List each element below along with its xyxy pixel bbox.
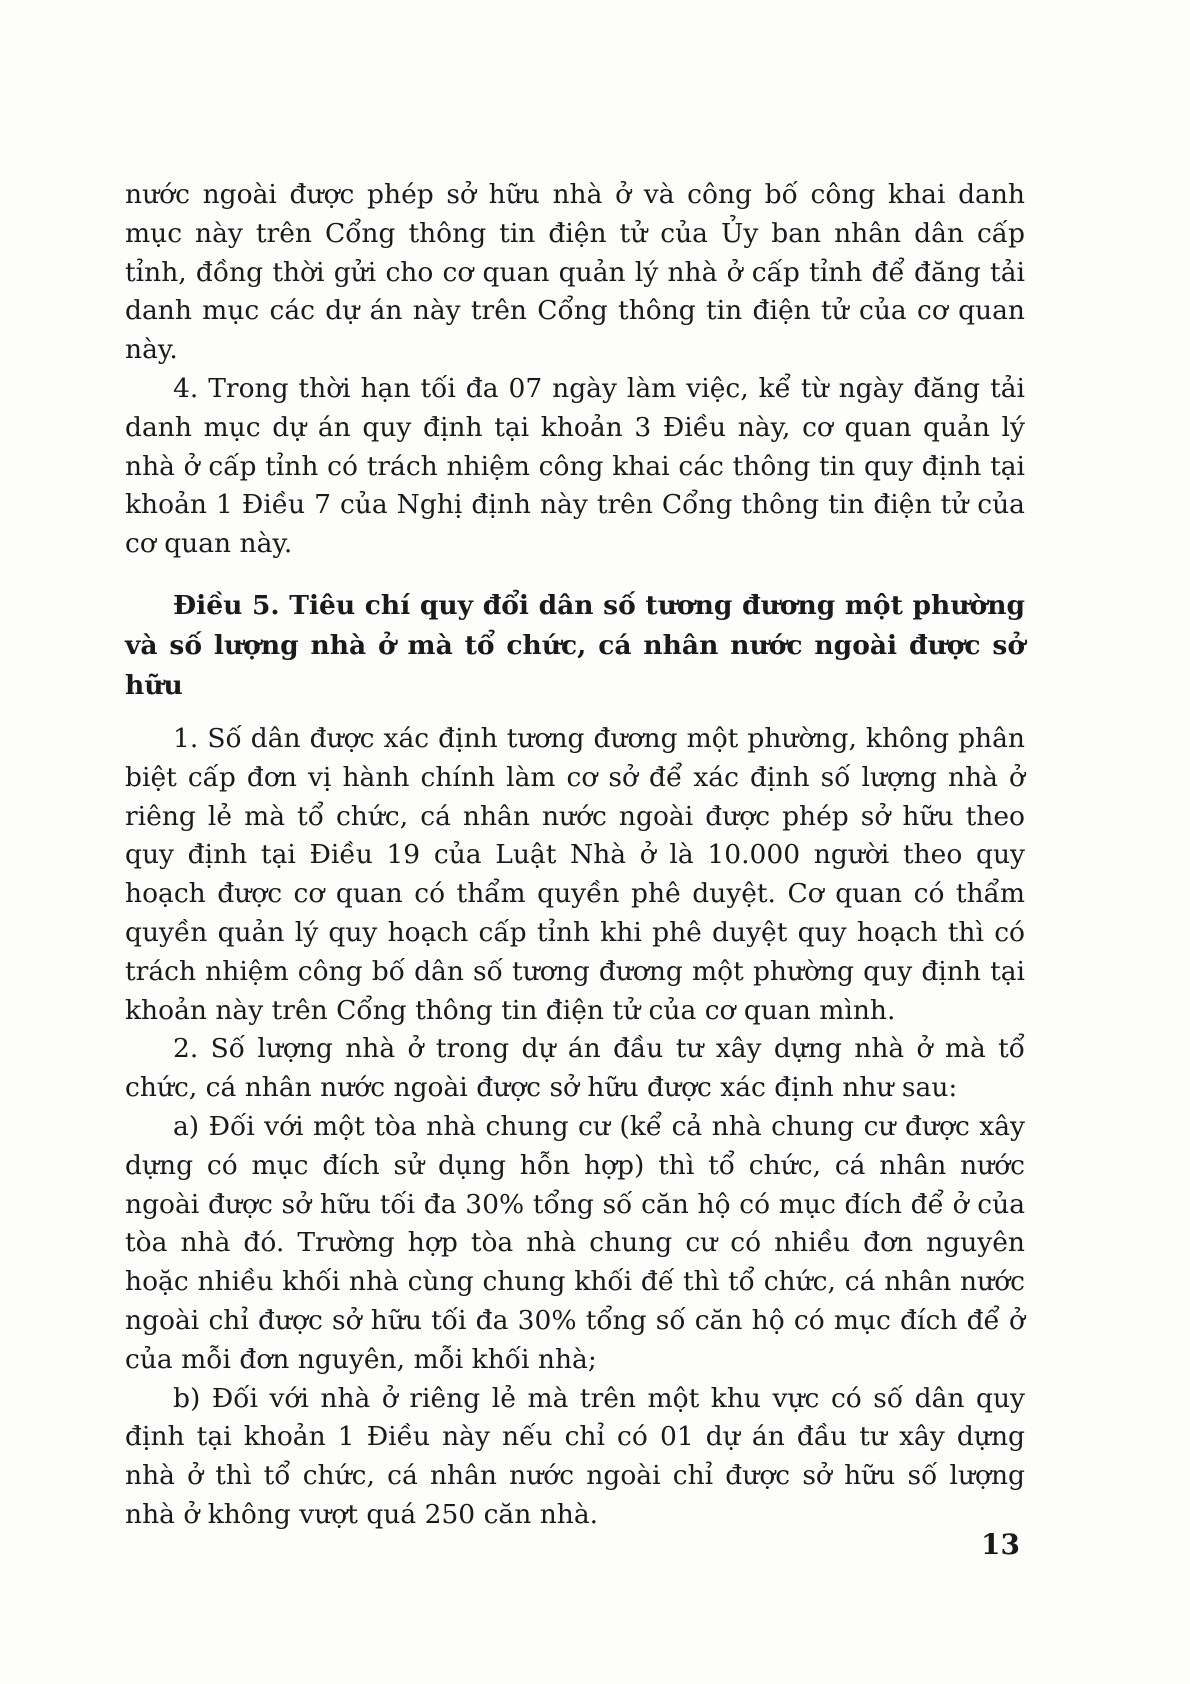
paragraph-point-b: b) Đối với nhà ở riêng lẻ mà trên một khu vực có số dân quy định tại khoản 1 Điều này nếu chỉ có 01 dự án đầu tư xây dựng nhà ở thì tổ chức, cá nhân nước ngoài chỉ được sở hữu số lượng nhà ở không vượt quá 250 căn nhà. bbox=[125, 1382, 1025, 1530]
paragraph-clause-1: 1. Số dân được xác định tương đương một phường, không phân biệt cấp đơn vị hành chính làm cơ sở để xác định số lượng nhà ở riêng lẻ mà tổ chức, cá nhân nước ngoài được phép sở hữu theo quy định tại Điều 19 của Luật Nhà ở là 10.000 người theo quy hoạch được cơ quan có thẩm quyền phê duyệt. Cơ quan có thẩm quyền quản lý quy hoạch cấp tỉnh khi phê duyệt quy hoạch thì có trách nhiệm công bố dân số tương đương một phường quy định tại khoản này trên Cổng thông tin điện tử của cơ quan mình. bbox=[125, 722, 1025, 1026]
article-heading: Điều 5. Tiêu chí quy đổi dân số tương đương một phường và số lượng nhà ở mà tổ chức, cá nhân nước ngoài được sở hữu bbox=[125, 589, 1025, 701]
paragraph-clause-2: 2. Số lượng nhà ở trong dự án đầu tư xây dựng nhà ở mà tổ chức, cá nhân nước ngoài được sở hữu được xác định như sau: bbox=[125, 1033, 1025, 1104]
body-text bbox=[125, 176, 1025, 1535]
paragraph-point-a: a) Đối với một tòa nhà chung cư (kể cả nhà chung cư được xây dựng có mục đích sử dụng hỗn hợp) thì tổ chức, cá nhân nước ngoài được sở hữu tối đa 30% tổng số căn hộ có mục đích để ở của tòa nhà đó. Trường hợp tòa nhà chung cư có nhiều đơn nguyên hoặc nhiều khối nhà cùng chung khối đế thì tổ chức, cá nhân nước ngoài chỉ được sở hữu tối đa 30% tổng số căn hộ có mục đích để ở của mỗi đơn nguyên, mỗi khối nhà; bbox=[125, 1110, 1025, 1375]
paragraph-clause-4: 4. Trong thời hạn tối đa 07 ngày làm việc, kể từ ngày đăng tải danh mục dự án quy định tại khoản 3 Điều này, cơ quan quản lý nhà ở cấp tỉnh có trách nhiệm công khai các thông tin quy định tại khoản 1 Điều 7 của Nghị định này trên Cổng thông tin điện tử của cơ quan này. bbox=[125, 372, 1025, 560]
page-number: 13 bbox=[981, 1528, 1020, 1561]
paragraph-continued: nước ngoài được phép sở hữu nhà ở và công bố công khai danh mục này trên Cổng thông tin điện tử của Ủy ban nhân dân cấp tỉnh, đồng thời gửi cho cơ quan quản lý nhà ở cấp tỉnh để đăng tải danh mục các dự án này trên Cổng thông tin điện tử của cơ quan này. bbox=[125, 179, 1025, 366]
